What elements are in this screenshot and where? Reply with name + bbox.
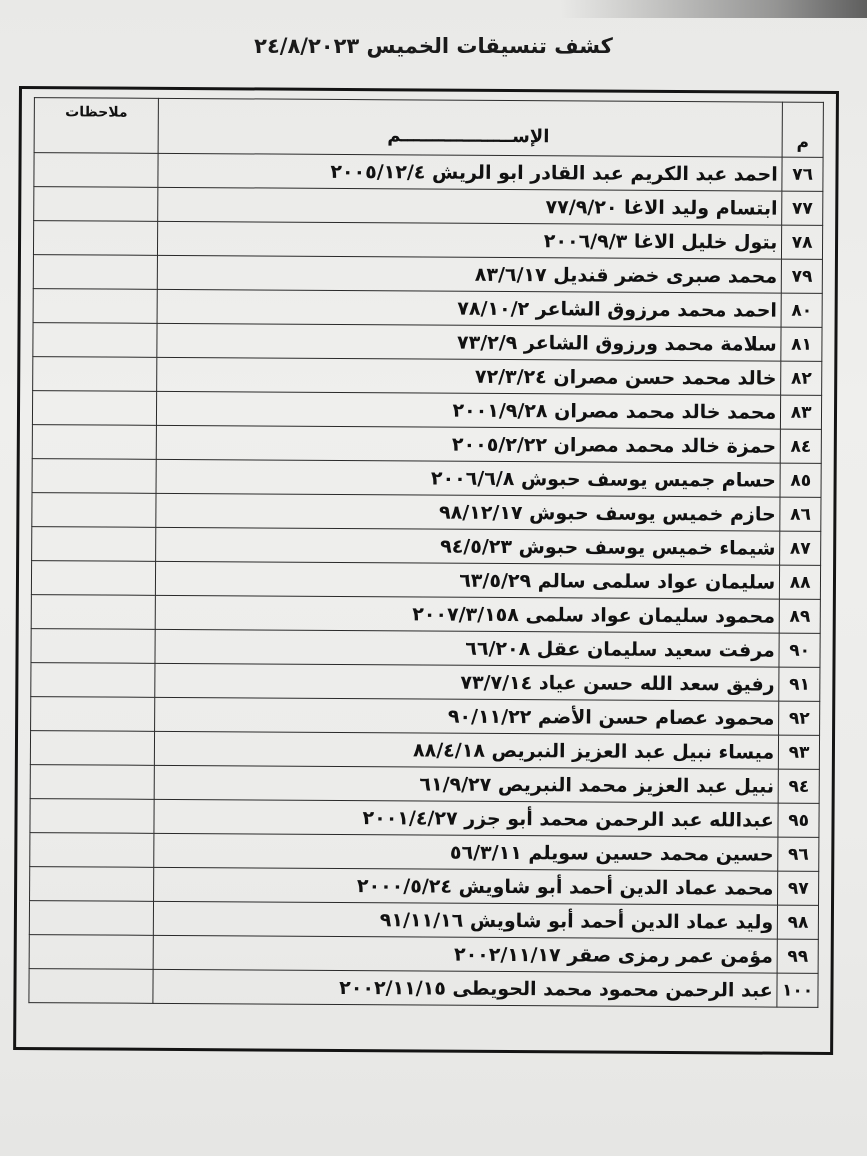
table-body: [29, 153, 823, 1008]
table-row: [32, 493, 821, 532]
row-number: ٧٨: [782, 225, 823, 259]
paper-edge-shadow: [560, 0, 867, 18]
table-row: [34, 187, 823, 226]
table-row: [33, 357, 822, 396]
row-notes: [33, 289, 157, 324]
row-notes: [31, 697, 155, 732]
header-number: م: [782, 102, 823, 157]
row-name: محمد خالد محمد مصران ٢٠٠١/٩/٢٨: [156, 391, 780, 429]
table-header-row: [34, 98, 823, 158]
row-name: عبد الرحمن محمود محمد الحويطى ٢٠٠٢/١١/١٥: [153, 969, 777, 1007]
row-notes: [30, 765, 154, 800]
row-notes: [34, 153, 158, 188]
row-notes: [32, 459, 156, 494]
table-row: [29, 969, 818, 1008]
row-notes: [32, 425, 156, 460]
row-number: ٩٣: [779, 735, 820, 769]
row-notes: [30, 799, 154, 834]
header-notes: ملاحظات: [34, 98, 158, 154]
row-name: شيماء خميس يوسف حبوش ٩٤/٥/٢٣: [156, 527, 780, 565]
table-row: [31, 561, 820, 600]
row-notes: [30, 867, 154, 902]
row-name: احمد عبد الكريم عبد القادر ابو الريش ٢٠٠٥/١٢/٤: [158, 153, 782, 191]
row-number: ٨١: [781, 327, 822, 361]
row-name: نبيل عبد العزيز محمد النبريص ٦١/٩/٢٧: [154, 765, 778, 803]
row-number: ٩٤: [778, 769, 819, 803]
row-name: حازم خميس يوسف حبوش ٩٨/١٢/١٧: [156, 493, 780, 531]
row-name: محمد صبرى خضر قنديل ٨٣/٦/١٧: [157, 255, 781, 293]
row-name: سلامة محمد ورزوق الشاعر ٧٣/٢/٩: [157, 323, 781, 361]
row-notes: [33, 323, 157, 358]
table-row: [33, 289, 822, 328]
row-name: محمود سليمان عواد سلمى ٢٠٠٧/٣/١٥٨: [155, 595, 779, 633]
row-notes: [31, 561, 155, 596]
names-table: [28, 97, 824, 1008]
row-number: ٨٥: [780, 463, 821, 497]
row-notes: [29, 935, 153, 970]
row-name: حسام جميس يوسف حبوش ٢٠٠٦/٦/٨: [156, 459, 780, 497]
row-number: ٩٨: [778, 905, 819, 939]
row-number: ٧٩: [782, 259, 823, 293]
row-number: ٨٨: [780, 565, 821, 599]
row-number: ٩٢: [779, 701, 820, 735]
row-name: ميساء نبيل عبد العزيز النبريص ٨٨/٤/١٨: [154, 731, 778, 769]
table-row: [29, 935, 818, 974]
row-notes: [33, 357, 157, 392]
row-notes: [32, 527, 156, 562]
row-name: خالد محمد حسن مصران ٧٢/٣/٢٤: [157, 357, 781, 395]
row-notes: [31, 663, 155, 698]
row-notes: [29, 901, 153, 936]
row-name: بتول خليل الاغا ٢٠٠٦/٩/٣: [157, 221, 781, 259]
row-number: ٨٠: [781, 293, 822, 327]
table-row: [33, 221, 822, 260]
table-row: [31, 697, 820, 736]
table-row: [32, 459, 821, 498]
row-name: محمود عصام حسن الأضم ٩٠/١١/٢٢: [155, 697, 779, 735]
row-name: عبدالله عبد الرحمن محمد أبو جزر ٢٠٠١/٤/٢٧: [154, 799, 778, 837]
table-row: [30, 765, 819, 804]
row-number: ٨٢: [781, 361, 822, 395]
row-name: حمزة خالد محمد مصران ٢٠٠٥/٢/٢٢: [156, 425, 780, 463]
row-notes: [31, 595, 155, 630]
row-notes: [33, 221, 157, 256]
table-row: [29, 901, 818, 940]
row-name: حسين محمد حسين سويلم ٥٦/٣/١١: [154, 833, 778, 871]
row-number: ٨٤: [781, 429, 822, 463]
row-number: ٨٣: [781, 395, 822, 429]
row-number: ٨٧: [780, 531, 821, 565]
row-number: ٩٥: [778, 803, 819, 837]
row-name: احمد محمد مرزوق الشاعر ٧٨/١٠/٢: [157, 289, 781, 327]
row-number: ٩٠: [779, 633, 820, 667]
row-number: ٩١: [779, 667, 820, 701]
row-notes: [29, 969, 153, 1004]
row-name: وليد عماد الدين أحمد أبو شاويش ٩١/١١/١٦: [153, 901, 777, 939]
table-row: [30, 867, 819, 906]
row-name: ابتسام وليد الاغا ٧٧/٩/٢٠: [158, 187, 782, 225]
table-row: [33, 323, 822, 362]
row-number: ٩٧: [778, 871, 819, 905]
row-name: مرفت سعيد سليمان عقل ٦٦/٢٠٨: [155, 629, 779, 667]
table-row: [30, 799, 819, 838]
row-number: ٧٦: [782, 157, 823, 191]
row-number: ٨٦: [780, 497, 821, 531]
table-row: [34, 153, 823, 192]
table-row: [31, 595, 820, 634]
row-notes: [34, 187, 158, 222]
document-title: كشف تنسيقات الخميس ٢٤/٨/٢٠٢٣: [254, 34, 613, 58]
table-row: [32, 527, 821, 566]
table-row: [31, 629, 820, 668]
row-number: ٩٦: [778, 837, 819, 871]
row-name: محمد عماد الدين أحمد أبو شاويش ٢٠٠٠/٥/٢٤: [154, 867, 778, 905]
row-name: مؤمن عمر رمزى صقر ٢٠٠٢/١١/١٧: [153, 935, 777, 973]
header-name: الإســــــــــــــــــم: [158, 98, 783, 157]
row-number: ٧٧: [782, 191, 823, 225]
table-row: [30, 731, 819, 770]
table-row: [30, 833, 819, 872]
table-row: [33, 255, 822, 294]
table-row: [32, 391, 821, 430]
row-number: ٨٩: [779, 599, 820, 633]
row-notes: [32, 493, 156, 528]
row-name: سليمان عواد سلمى سالم ٦٣/٥/٢٩: [155, 561, 779, 599]
table-row: [31, 663, 820, 702]
row-name: رفيق سعد الله حسن عياد ٧٣/٧/١٤: [155, 663, 779, 701]
table-row: [32, 425, 821, 464]
row-notes: [30, 731, 154, 766]
row-notes: [33, 255, 157, 290]
row-notes: [31, 629, 155, 664]
row-number: ٩٩: [777, 939, 818, 973]
row-notes: [30, 833, 154, 868]
row-notes: [32, 391, 156, 426]
table-frame: [13, 86, 839, 1055]
row-number: ١٠٠: [777, 973, 818, 1007]
